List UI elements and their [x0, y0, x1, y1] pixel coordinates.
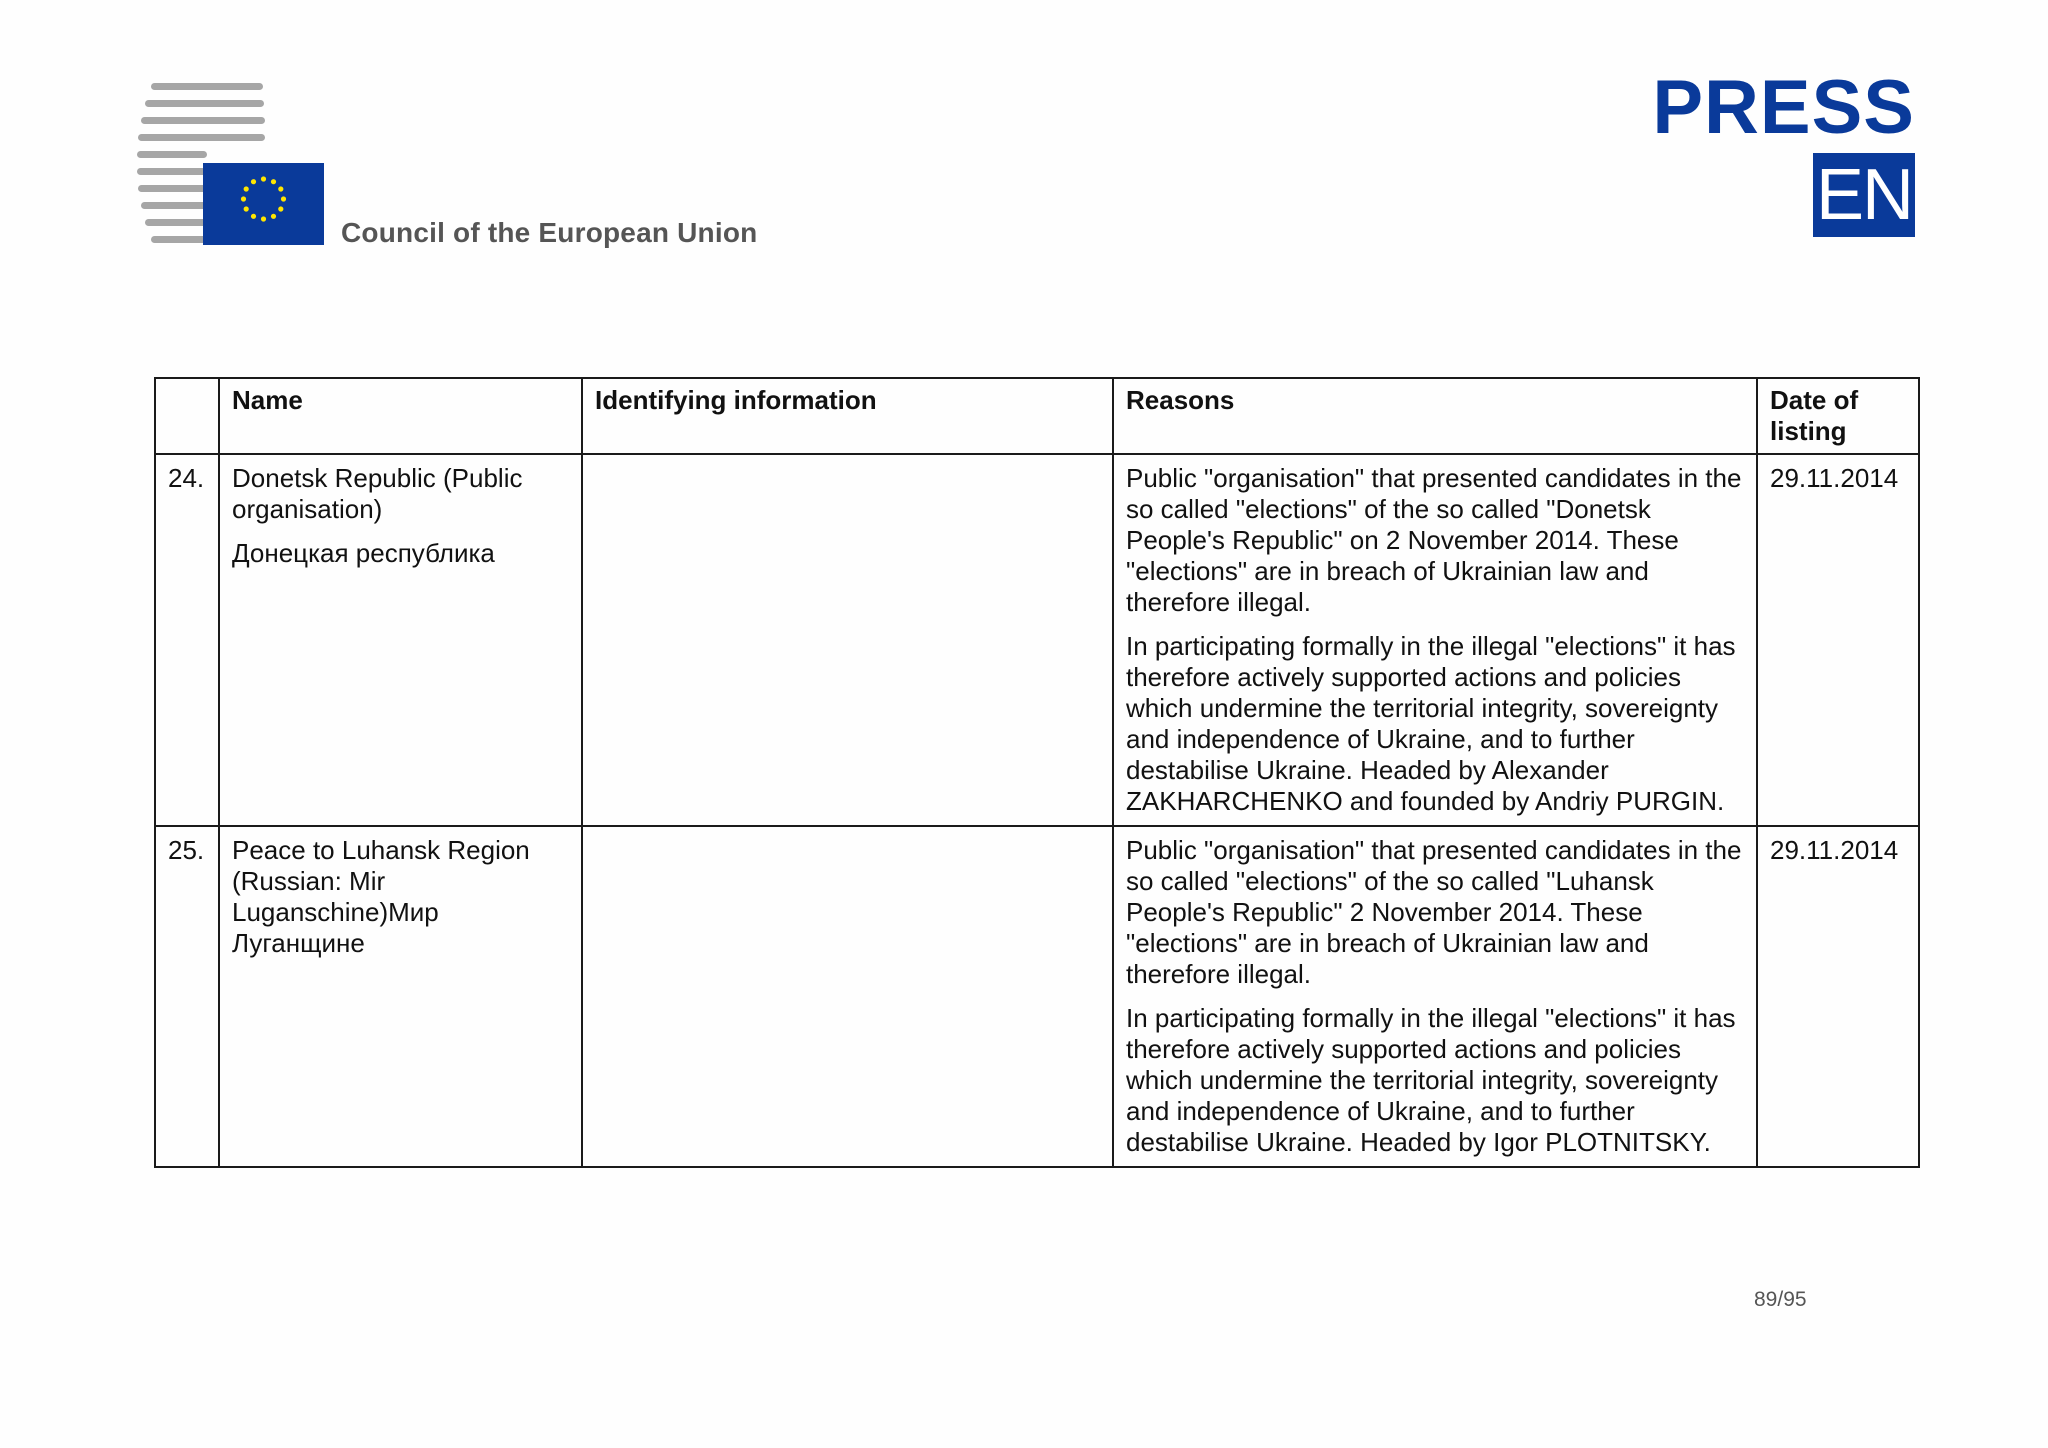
date-cell: 29.11.2014 [1757, 454, 1919, 826]
page-number: 89/95 [1754, 1288, 1807, 1311]
entity-name: Donetsk Republic (Public organisation) [232, 463, 523, 524]
reason-paragraph: Public "organisation" that presented candidates in the so called "elections" of the so called "Donetsk People's Republic" on 2 November 2014. These "elections" are in breach of Ukrainian law and therefore illegal. [1126, 463, 1742, 617]
organisation-name: Council of the European Union [341, 217, 758, 248]
press-label: PRESS [1652, 65, 1915, 150]
table-row [155, 454, 1919, 826]
table-row [155, 826, 1919, 1167]
row-number: 24. [155, 454, 219, 826]
column-header-identifying: Identifying information [582, 378, 1113, 454]
name-cell [219, 454, 582, 826]
reason-paragraph: In participating formally in the illegal "elections" it has therefore actively supported actions and policies which undermine the territorial integrity, sovereignty and independence of Ukraine, and to further destabilise Ukraine. Headed by Alexander ZAKHARCHENKO and founded by Andriy PURGIN. [1126, 631, 1736, 816]
reason-paragraph: Public "organisation" that presented candidates in the so called "elections" of the so called "Luhansk People's Republic" 2 November 2014. These "elections" are in breach of Ukrainian law and therefore illegal. [1126, 835, 1742, 989]
table-header-row [155, 378, 1919, 454]
entity-name: Peace to Luhansk Region (Russian: Mir Luganschine)Мир Луганщине [232, 835, 530, 958]
column-header-number [155, 378, 219, 454]
identifying-cell [582, 826, 1113, 1167]
sanctions-listing-table [154, 377, 1920, 1168]
column-header-date: Date of listing [1757, 378, 1919, 454]
reason-paragraph: In participating formally in the illegal "elections" it has therefore actively supported actions and policies which undermine the territorial integrity, sovereignty and independence of Ukraine, and to further destabilise Ukraine. Headed by Igor PLOTNITSKY. [1126, 1003, 1736, 1157]
row-number: 25. [155, 826, 219, 1167]
date-cell: 29.11.2014 [1757, 826, 1919, 1167]
reasons-cell [1113, 826, 1757, 1167]
name-cell [219, 826, 582, 1167]
column-header-name: Name [219, 378, 582, 454]
entity-name-native: Донецкая республика [232, 538, 495, 568]
council-logo [136, 80, 336, 250]
column-header-reasons: Reasons [1113, 378, 1757, 454]
reasons-cell [1113, 454, 1757, 826]
identifying-cell [582, 454, 1113, 826]
language-badge: EN [1813, 153, 1915, 237]
